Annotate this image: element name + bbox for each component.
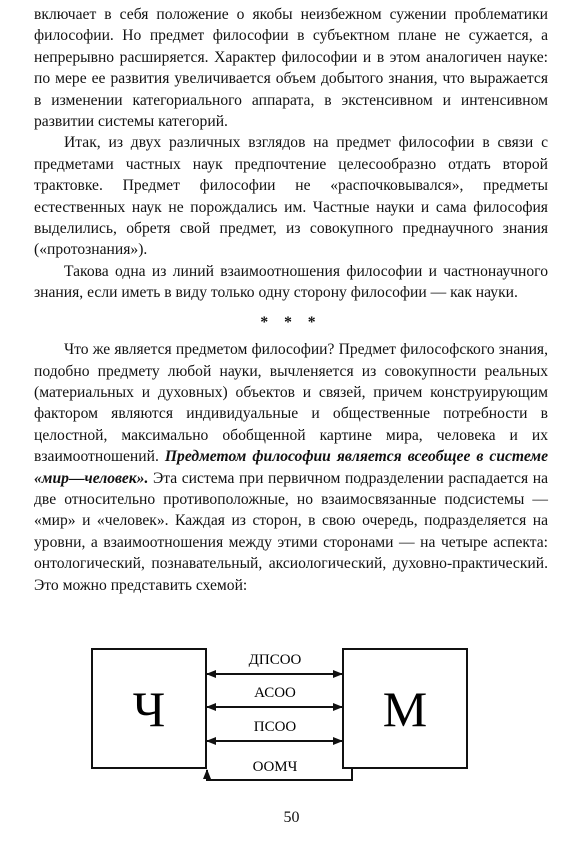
- emphasis-text: Предметом философии является всеобщее в системе «мир—человек».: [34, 448, 548, 487]
- paragraph: Такова одна из линий взаимоотношения философии и частнонаучного знания, если иметь в виду только одну сторону философии — как науки.: [34, 262, 548, 302]
- world-label: М: [382, 681, 428, 737]
- paragraph: включает в себя положение о якобы неизбежном сужении проблематики философии. Но предмет философии в субъектном плане не сужается, а непрерывно расширяется. Характер философии и в этом аналогичен науке: по мере ее развития увеличивается объем добытого знания, что выражается в изменении категориального аппарата, в экстенсивном и интенсивном развитии системы категорий.: [34, 6, 548, 131]
- human-label: Ч: [132, 681, 166, 737]
- link-label: ООМЧ: [252, 759, 298, 775]
- page-number: 50: [283, 809, 300, 826]
- paragraph: Итак, из двух различных взглядов на предмет философии в связи с предметами частных наук предпочтение целесообразно отдать второй трактовке. Предмет философии не «распочковывался», предметы естественных наук не порождались им. Частные науки и сама философия выделились, обретя свой предмет, из совокупного преднаучного знания («протознания»).: [34, 134, 548, 259]
- section-separator: * * *: [260, 313, 322, 331]
- link-label: АСОО: [254, 685, 296, 701]
- link-label: ДПСОО: [248, 652, 302, 668]
- link-label: ПСОО: [253, 719, 297, 735]
- paragraph-text: Что же является предметом философии? Предмет философского знания, подобно предмету любой науки, вычленяется из совокупности реальных (материальных и духовных) объектов и связей, причем конструирующим фактором являются индивидуальные и общественные потребности в целостной, максимально обобщенной картине мира, человека и их взаимоотношений.: [34, 341, 548, 466]
- paragraph-text: Эта система при первичном подразделении распадается на две относительно противоположные, но взаимосвязанные подсистемы — «мир» и «человек». Каждая из сторон, в свою очередь, подразделяется на уровни, а взаимоотношения между этими сторонами — на четыре аспекта: онтологический, познавательный, аксиологический, духовно-практический. Это можно представить схемой:: [34, 469, 548, 594]
